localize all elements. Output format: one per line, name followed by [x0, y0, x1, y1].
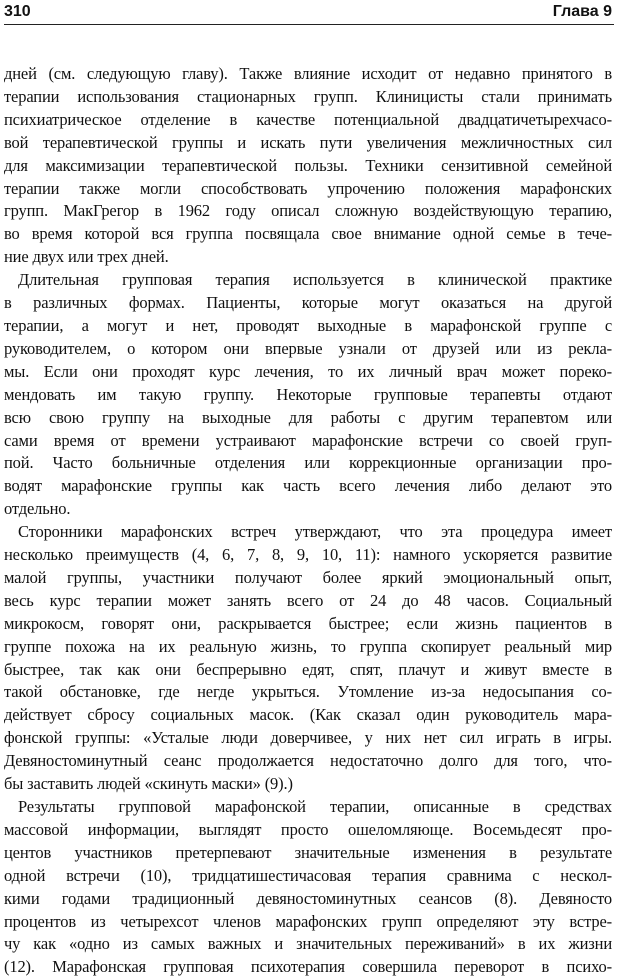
text-line: вой терапевтической группы и искать пути увеличения межличностных сил	[4, 132, 612, 152]
page-number: 310	[4, 3, 31, 20]
text-line: групп. МакГрегор в 1962 году описал сложную воздействующую терапию,	[4, 201, 612, 221]
text-line: бы заставить людей «скинуть маски» (9).)	[4, 774, 293, 794]
text-line: в различных формах. Пациенты, которые могут оказаться на другой	[4, 293, 612, 313]
text-line: группе похожа на их реальную жизнь, то группа скопирует реальный мир	[4, 636, 612, 656]
text-line: чу как «одно из самых важных и значительных переживаний» в их жизни	[4, 934, 612, 954]
text-line: психиатрическое отделение в качестве потенциальной двадцатичетырехчасо-	[4, 109, 612, 129]
text-line: сами время от времени устраивают марафонские встречи со своей груп-	[4, 430, 612, 450]
chapter-title: Глава 9	[552, 3, 612, 20]
text-line: одной встречи (10), тридцатишестичасовая терапия сравнима с нескол-	[4, 865, 612, 885]
text-line: кими годами традиционный девяностоминутных сеансов (8). Девяносто	[4, 888, 612, 908]
text-line: терапии, а могут и нет, проводят выходные в марафонской группе с	[4, 315, 612, 335]
text-line: несколько преимуществ (4, 6, 7, 8, 9, 10, 11): намного ускоряется развитие	[4, 545, 612, 565]
text-line: всю свою группу на выходные для работы с другим терапевтом или	[4, 407, 612, 427]
text-line: терапии также могли способствовать упрочению положения марафонских	[4, 178, 612, 198]
text-line: для максимизации терапевтической пользы. Техники сензитивной семейной	[4, 155, 612, 175]
text-line: руководителем, о котором они впервые узнали от друзей или из рекла-	[4, 338, 612, 358]
text-line: пой. Часто больничные отделения или коррекционные организации про-	[4, 453, 612, 473]
running-header	[4, 2, 614, 25]
text-line: такой обстановке, где негде укрыться. Утомление из-за недосыпания со-	[4, 682, 612, 702]
text-line: центов участников претерпевают значительные изменения в результате	[4, 842, 612, 862]
text-line: мы. Если они проходят курс лечения, то их личный врач может пореко-	[4, 361, 612, 381]
text-line: во время которой вся группа посвящала свое внимание одной семье в тече-	[4, 224, 612, 244]
text-line: весь курс терапии может занять всего от 24 до 48 часов. Социальный	[4, 590, 612, 610]
text-line: ние двух или трех дней.	[4, 247, 169, 267]
text-line: Результаты групповой марафонской терапии, описанные в средствах	[18, 797, 612, 816]
text-line: Сторонники марафонских встреч утверждают, что эта процедура имеет	[18, 522, 612, 542]
text-line: отдельно.	[4, 499, 71, 519]
text-line: малой группы, участники получают более яркий эмоциональный опыт,	[4, 567, 612, 587]
text-line: фонской группы: «Усталые люди доверчивее, у них нет сил играть в игры.	[4, 728, 612, 748]
text-line: микрокосм, говорят они, раскрывается быстрее; если жизнь пациентов в	[4, 613, 612, 633]
text-line: Девяностоминутный сеанс продолжается недостаточно долго для того, что-	[4, 751, 612, 771]
text-line: (12). Марафонская групповая психотерапия совершила переворот в психо-	[4, 957, 612, 977]
body-text	[4, 63, 612, 979]
text-line: мендовать им такую группу. Некоторые групповые терапевты отдают	[4, 384, 612, 404]
text-line: массовой информации, выглядят просто ошеломляюще. Восемьдесят про-	[4, 819, 612, 839]
text-line: Длительная групповая терапия используется в клинической практике	[18, 270, 612, 290]
text-line: процентов из четырехсот членов марафонских групп определяют эту встре-	[4, 911, 612, 931]
text-line: быстрее, так как они беспрерывно едят, спят, плачут и живут вместе в	[4, 659, 612, 679]
text-line: терапии использования стационарных групп. Клиницисты стали принимать	[4, 86, 612, 106]
text-line: водят марафонские группы как часть всего лечения либо делают это	[4, 476, 612, 496]
text-line: действует сбросу социальных масок. (Как сказал один руководитель мара-	[4, 705, 612, 725]
text-line: дней (см. следующую главу). Также влияние исходит от недавно принятого в	[4, 64, 612, 83]
